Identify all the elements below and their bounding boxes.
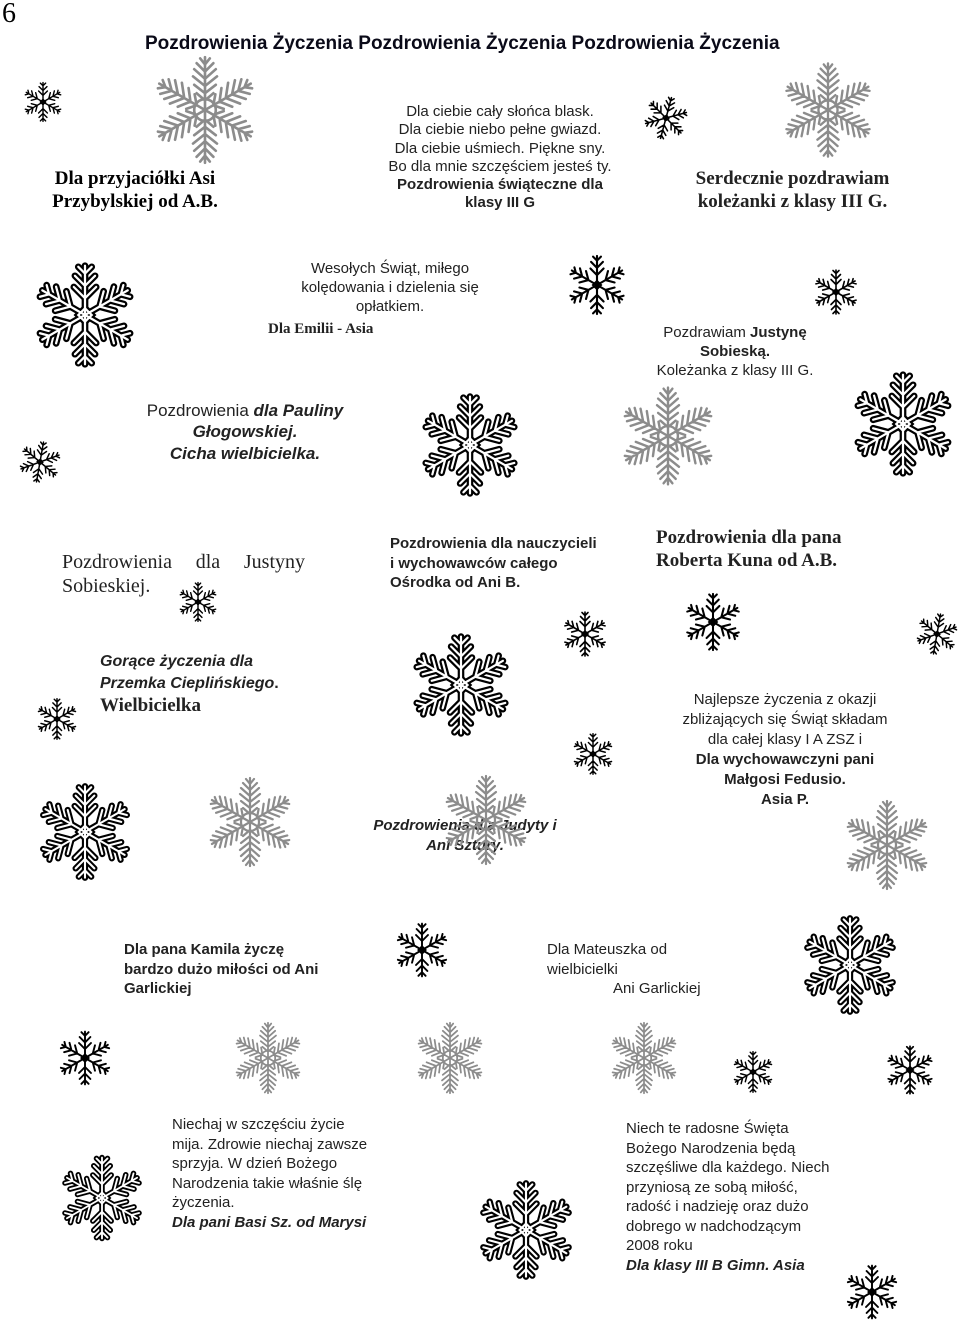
- greeting-line: Przybylskiej od A.B.: [52, 190, 218, 212]
- greeting-robert-kun: [656, 527, 906, 573]
- greeting-line: Dla ciebie cały słońca blask.: [406, 103, 594, 120]
- snowflake-icon: [56, 1152, 148, 1244]
- greeting-line: Pozdrowienia dla Judyty i: [373, 817, 557, 834]
- snowflake-icon: [21, 80, 65, 124]
- snowflake-icon: [145, 50, 265, 170]
- snowflake-icon: [570, 731, 616, 777]
- greeting-przemek: [100, 651, 320, 718]
- greeting-line: Pozdrowienia dla Justyny: [62, 551, 305, 573]
- greeting-line: Koleżanka z klasy III G.: [656, 361, 814, 379]
- greeting-line: Dla pani Basi Sz. od Marysi: [172, 1213, 367, 1231]
- greeting-line: dobrego w nadchodzącym: [626, 1217, 802, 1235]
- snowflake-icon: [730, 1049, 776, 1095]
- snowflake-icon: [604, 1018, 684, 1098]
- snowflake-icon: [883, 1043, 937, 1097]
- snowflake-icon: [406, 630, 516, 740]
- snowflake-icon: [415, 390, 525, 500]
- page-header: Pozdrowienia Życzenia Pozdrowienia Życzenia Pozdrowienia Życzenia: [145, 33, 780, 54]
- snowflake-icon: [473, 1177, 579, 1283]
- greeting-line: dla całej klasy I A ZSZ i: [707, 730, 863, 748]
- greeting-line: szczęśliwe dla każdego. Niech: [626, 1159, 830, 1176]
- snowflake-icon: [775, 57, 881, 163]
- snowflake-icon: [842, 1262, 902, 1322]
- snowflake-icon: [811, 267, 861, 317]
- page-number: 6: [2, 0, 16, 29]
- greeting-nauczyciele: [390, 534, 650, 593]
- greeting-line: Garlickiej: [124, 980, 192, 997]
- snowflake-icon: [392, 920, 452, 980]
- greeting-asia-przybylska: [30, 168, 240, 214]
- greeting-line: Ani Sztury.: [426, 836, 504, 854]
- snowflake-icon: [560, 609, 610, 659]
- greeting-line: radość i nadzieję oraz dużo: [626, 1198, 809, 1215]
- greeting-line: Wielbicielka: [100, 695, 201, 717]
- greeting-line: Małgosi Fedusio.: [724, 770, 846, 788]
- greeting-line: Pozdrowienia dla nauczycieli: [390, 535, 597, 552]
- greeting-kamil: [124, 940, 374, 999]
- greeting-line: przyniosą ze sobą miłość,: [626, 1178, 798, 1196]
- greeting-line: 2008 roku: [626, 1237, 693, 1254]
- greeting-line: Przemka Cieplińskiego.: [100, 674, 279, 692]
- greeting-line: Narodzenia takie właśnie ślę: [172, 1174, 363, 1192]
- snowflake-icon: [17, 439, 63, 485]
- snowflake-icon: [436, 770, 536, 870]
- greeting-line: Pozdrawiam Justynę: [663, 324, 807, 341]
- greeting-signature: Dla Emilii - Asia: [268, 321, 374, 337]
- greeting-line: Dla Mateuszka od: [547, 941, 668, 958]
- snowflake-icon: [837, 795, 937, 895]
- greeting-line: bardzo dużo miłości od Ani: [124, 960, 319, 978]
- greeting-line: Wesołych Świąt, miłego: [310, 260, 470, 277]
- greeting-kolezanki-iii-g: [680, 168, 905, 214]
- greeting-line: Dla ciebie uśmiech. Piękne sny.: [394, 139, 606, 157]
- greeting-line: Niechaj w szczęściu życie: [172, 1116, 345, 1133]
- snowflake-icon: [200, 772, 300, 872]
- snowflake-icon: [34, 696, 80, 742]
- greeting-line: Roberta Kuna od A.B.: [656, 549, 838, 571]
- snowflake-icon: [681, 590, 745, 654]
- greeting-line: Asia P.: [760, 790, 810, 808]
- greeting-klasa-iii-b: [626, 1119, 866, 1275]
- greeting-line: Bo dla mnie szczęściem jesteś ty.: [388, 157, 612, 175]
- greeting-emilia: [270, 260, 510, 316]
- snowflake-icon: [410, 1018, 490, 1098]
- greeting-klasa-i-a-zsz: [655, 690, 915, 810]
- greeting-line: Ani Garlickiej: [613, 980, 701, 997]
- greeting-line: Bożego Narodzenia będą: [626, 1139, 796, 1157]
- greeting-line: Najlepsze życzenia z okazji: [693, 691, 877, 708]
- greeting-line: Cicha wielbicielka.: [169, 443, 321, 463]
- greeting-line: zbliżających się Świąt składam: [682, 710, 888, 728]
- snowflake-icon: [914, 611, 960, 657]
- greeting-line: opłatkiem.: [355, 297, 425, 315]
- snowflake-icon: [33, 780, 137, 884]
- snowflake-icon: [29, 259, 141, 371]
- greeting-line: wielbicielki: [547, 960, 618, 978]
- snowflake-icon: [613, 381, 723, 491]
- snowflake-icon: [564, 252, 630, 318]
- greeting-line: Niech te radosne Święta: [626, 1120, 789, 1137]
- snowflake-icon: [176, 580, 220, 624]
- greeting-line: i wychowawców całego: [390, 554, 558, 572]
- greeting-line: Dla pana Kamila życzę: [124, 941, 285, 958]
- greeting-line: koleżanki z klasy III G.: [697, 190, 888, 212]
- greeting-basia: [172, 1115, 412, 1232]
- greeting-line: Gorące życzenia dla: [100, 653, 253, 670]
- greeting-line: mija. Zdrowie niechaj zawsze: [172, 1135, 368, 1153]
- snowflake-icon: [55, 1028, 115, 1088]
- greeting-line: Głogowskiej.: [192, 422, 298, 442]
- greeting-line: Dla klasy III B Gimn. Asia: [626, 1256, 805, 1274]
- greeting-line: Pozdrowienia dla pana: [656, 527, 842, 548]
- greeting-line: Serdecznie pozdrawiam: [695, 168, 890, 189]
- snowflake-icon: [642, 94, 690, 142]
- snowflake-icon: [228, 1018, 308, 1098]
- greeting-line: kolędowania i dzielenia się: [301, 278, 479, 296]
- greeting-paulina-glogowska: [125, 400, 365, 464]
- greeting-poem-klasa-iii-g: [355, 103, 645, 213]
- greeting-justyna-sobieska: [615, 324, 855, 380]
- greeting-line: Sobieską.: [699, 342, 771, 360]
- greeting-line: sprzyja. W dzień Bożego: [172, 1155, 338, 1172]
- greeting-line: Pozdrowienia dla Pauliny: [146, 401, 344, 420]
- snowflake-icon: [797, 912, 903, 1018]
- greeting-line: Dla wychowawczyni pani: [695, 750, 875, 768]
- greeting-mateuszek: [547, 940, 747, 999]
- greeting-line: życzenia.: [172, 1194, 235, 1211]
- greeting-line: Ośrodka od Ani B.: [390, 574, 521, 591]
- snowflake-icon: [847, 368, 959, 480]
- greeting-line: Sobieskiej.: [62, 575, 151, 597]
- greeting-line: Pozdrowienia świąteczne dla: [397, 176, 603, 194]
- greeting-line: klasy III G: [464, 194, 536, 212]
- greeting-line: Dla ciebie niebo pełne gwiazd.: [398, 121, 602, 139]
- greeting-line: Dla przyjaciółki Asi: [54, 168, 216, 189]
